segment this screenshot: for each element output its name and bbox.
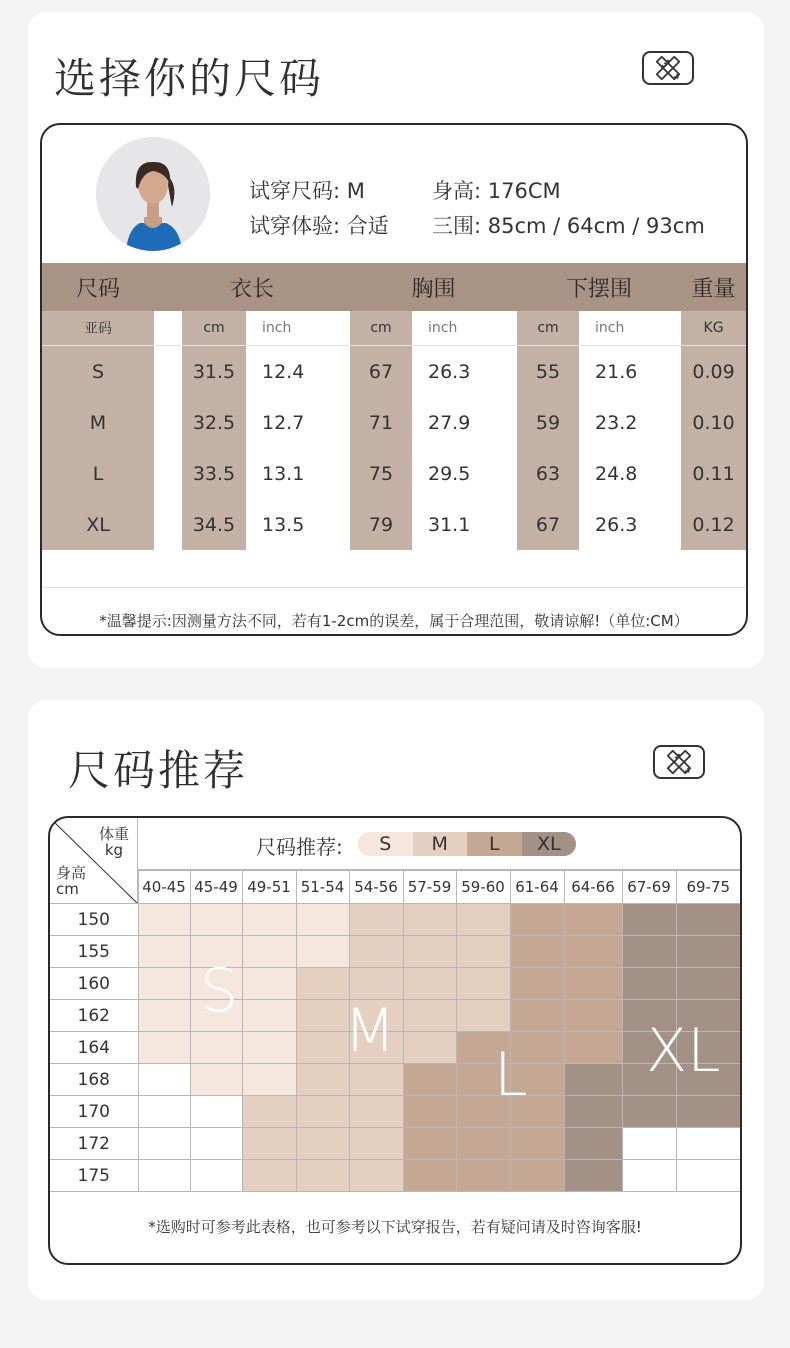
size-cell-xl bbox=[676, 936, 740, 968]
cell-size: XL bbox=[42, 499, 154, 550]
size-cell-empty bbox=[138, 1064, 190, 1096]
size-cell-m bbox=[349, 968, 403, 1000]
section-title: 尺码推荐 bbox=[68, 746, 249, 795]
cell-length-cm: 31.5 bbox=[182, 346, 246, 398]
size-cell-m bbox=[403, 968, 456, 1000]
table-header-row bbox=[42, 263, 746, 311]
size-cell-l bbox=[510, 936, 564, 968]
legend-row bbox=[138, 818, 742, 870]
spacer-cell bbox=[154, 499, 182, 550]
corner-weight-unit: kg bbox=[104, 841, 124, 859]
size-cell-xl bbox=[564, 1064, 622, 1096]
size-cell-m bbox=[403, 904, 456, 936]
height-row bbox=[50, 968, 740, 1000]
measurement-note-text: *温馨提示:因测量方法不同，若有1-2cm的误差，属于合理范围，敬请谅解!（单位:CM） bbox=[99, 612, 689, 630]
size-cell-l bbox=[403, 1096, 456, 1128]
size-cell-xl bbox=[564, 1160, 622, 1192]
cell-length-inch: 12.4 bbox=[246, 346, 350, 398]
weight-range-header: 59-60 bbox=[456, 871, 510, 904]
corner-height-label: 身高 bbox=[56, 864, 87, 882]
weight-range-header: 61-64 bbox=[510, 871, 564, 904]
model-avatar bbox=[96, 137, 210, 251]
page-title: 选择你的尺码 bbox=[54, 54, 325, 103]
size-cell-xl bbox=[622, 936, 676, 968]
cell-hem-cm: 55 bbox=[517, 346, 579, 398]
size-cell-s bbox=[138, 968, 190, 1000]
size-cell-l bbox=[564, 1032, 622, 1064]
size-cell-l bbox=[564, 904, 622, 936]
spacer-cell bbox=[154, 311, 182, 346]
weight-range-header: 54-56 bbox=[349, 871, 403, 904]
size-cell-l bbox=[456, 1128, 510, 1160]
cell-chest-cm: 75 bbox=[350, 448, 412, 499]
size-cell-s bbox=[138, 1000, 190, 1032]
size-cell-m bbox=[403, 1032, 456, 1064]
unit-cm: cm bbox=[350, 311, 412, 346]
size-legend bbox=[358, 832, 576, 856]
size-cell-m bbox=[242, 1160, 296, 1192]
weight-range-header: 49-51 bbox=[242, 871, 296, 904]
size-cell-s bbox=[242, 904, 296, 936]
height-row bbox=[50, 1128, 740, 1160]
cell-length-inch: 13.5 bbox=[246, 499, 350, 550]
unit-size: 亚码 bbox=[42, 311, 154, 346]
corner-weight-label: 体重 bbox=[98, 825, 129, 843]
size-cell-l bbox=[564, 968, 622, 1000]
size-cell-xl bbox=[676, 904, 740, 936]
legend-s: S bbox=[358, 832, 413, 856]
cell-length-cm: 33.5 bbox=[182, 448, 246, 499]
table-row bbox=[42, 448, 746, 499]
cell-hem-inch: 21.6 bbox=[579, 346, 681, 398]
zone-label-xl: XL bbox=[646, 1016, 721, 1086]
height-label: 170 bbox=[50, 1096, 138, 1128]
size-cell-s bbox=[138, 904, 190, 936]
zone-label-s: S bbox=[200, 956, 239, 1026]
table-row bbox=[42, 346, 746, 398]
table-row bbox=[42, 499, 746, 550]
weight-range-header: 45-49 bbox=[190, 871, 242, 904]
height-row bbox=[50, 1064, 740, 1096]
size-cell-xl bbox=[622, 1096, 676, 1128]
height-row bbox=[50, 936, 740, 968]
size-cell-m bbox=[242, 1096, 296, 1128]
height-label: 155 bbox=[50, 936, 138, 968]
corner-height-unit: cm bbox=[56, 880, 79, 898]
size-cell-empty bbox=[676, 1160, 740, 1192]
corner-spacer bbox=[50, 871, 138, 904]
unit-inch: inch bbox=[246, 311, 350, 346]
cell-weight: 0.09 bbox=[681, 346, 746, 398]
cell-size: L bbox=[42, 448, 154, 499]
cell-hem-cm: 63 bbox=[517, 448, 579, 499]
size-cell-m bbox=[403, 1000, 456, 1032]
weight-range-header: 57-59 bbox=[403, 871, 456, 904]
cell-chest-cm: 71 bbox=[350, 397, 412, 448]
unit-kg: KG bbox=[681, 311, 746, 346]
size-cell-s bbox=[138, 936, 190, 968]
cell-hem-inch: 26.3 bbox=[579, 499, 681, 550]
cell-size: M bbox=[42, 397, 154, 448]
size-cell-m bbox=[349, 1096, 403, 1128]
size-cell-m bbox=[296, 1160, 349, 1192]
ruler-pencil-icon bbox=[642, 51, 694, 85]
height-label: 162 bbox=[50, 1000, 138, 1032]
size-cell-m bbox=[456, 1000, 510, 1032]
cell-chest-inch: 31.1 bbox=[412, 499, 517, 550]
height-row bbox=[50, 904, 740, 936]
size-cell-empty bbox=[190, 1096, 242, 1128]
weight-range-header: 67-69 bbox=[622, 871, 676, 904]
recommendation-note: *选购时可参考此表格，也可参考以下试穿报告，若有疑问请及时咨询客服! bbox=[148, 1218, 642, 1236]
size-cell-l bbox=[510, 1160, 564, 1192]
size-cell-empty bbox=[138, 1128, 190, 1160]
size-cell-m bbox=[349, 904, 403, 936]
size-cell-m bbox=[349, 936, 403, 968]
size-cell-l bbox=[564, 1000, 622, 1032]
size-cell-l bbox=[510, 968, 564, 1000]
size-chart-card bbox=[28, 12, 764, 668]
size-cell-m bbox=[456, 904, 510, 936]
cell-length-inch: 12.7 bbox=[246, 397, 350, 448]
size-cell-empty bbox=[138, 1160, 190, 1192]
legend-title: 尺码推荐: bbox=[256, 835, 343, 859]
size-cell-empty bbox=[190, 1128, 242, 1160]
size-cell-empty bbox=[622, 1160, 676, 1192]
header-size: 尺码 bbox=[42, 263, 154, 311]
size-cell-m bbox=[403, 936, 456, 968]
spacer-cell bbox=[154, 448, 182, 499]
size-cell-xl bbox=[622, 904, 676, 936]
size-cell-empty bbox=[190, 1160, 242, 1192]
unit-cm: cm bbox=[517, 311, 579, 346]
size-cell-m bbox=[296, 1032, 349, 1064]
size-cell-l bbox=[510, 1128, 564, 1160]
cell-chest-inch: 26.3 bbox=[412, 346, 517, 398]
height-label: 168 bbox=[50, 1064, 138, 1096]
legend-m: M bbox=[413, 832, 468, 856]
model-height: 身高: 176CM bbox=[432, 179, 561, 203]
try-experience: 试穿体验: 合适 bbox=[249, 214, 389, 238]
spacer-cell bbox=[154, 397, 182, 448]
measurement-note bbox=[42, 587, 746, 631]
cell-chest-cm: 67 bbox=[350, 346, 412, 398]
size-cell-m bbox=[349, 1064, 403, 1096]
size-cell-m bbox=[296, 968, 349, 1000]
cell-length-cm: 32.5 bbox=[182, 397, 246, 448]
size-cell-s bbox=[242, 1032, 296, 1064]
cell-length-cm: 34.5 bbox=[182, 499, 246, 550]
size-cell-m bbox=[349, 1128, 403, 1160]
cell-size: S bbox=[42, 346, 154, 398]
cell-chest-inch: 29.5 bbox=[412, 448, 517, 499]
size-cell-s bbox=[138, 1032, 190, 1064]
size-cell-s bbox=[242, 936, 296, 968]
height-row bbox=[50, 1160, 740, 1192]
cell-weight: 0.11 bbox=[681, 448, 746, 499]
height-label: 160 bbox=[50, 968, 138, 1000]
size-cell-xl bbox=[564, 1128, 622, 1160]
cell-chest-inch: 27.9 bbox=[412, 397, 517, 448]
weight-range-header: 51-54 bbox=[296, 871, 349, 904]
unit-inch: inch bbox=[579, 311, 681, 346]
zone-label-l: L bbox=[494, 1040, 528, 1110]
size-cell-xl bbox=[676, 1096, 740, 1128]
size-cell-empty bbox=[676, 1128, 740, 1160]
corner-weight bbox=[99, 826, 129, 858]
size-cell-xl bbox=[564, 1096, 622, 1128]
size-cell-l bbox=[403, 1160, 456, 1192]
size-table bbox=[42, 263, 746, 550]
cell-hem-cm: 59 bbox=[517, 397, 579, 448]
height-label: 172 bbox=[50, 1128, 138, 1160]
size-table-panel bbox=[40, 123, 748, 636]
header-chest: 胸围 bbox=[350, 263, 517, 311]
cell-chest-cm: 79 bbox=[350, 499, 412, 550]
size-cell-l bbox=[510, 1000, 564, 1032]
cell-hem-inch: 23.2 bbox=[579, 397, 681, 448]
unit-cm: cm bbox=[182, 311, 246, 346]
size-cell-xl bbox=[622, 968, 676, 1000]
size-cell-m bbox=[296, 1000, 349, 1032]
size-cell-m bbox=[349, 1160, 403, 1192]
header-hem: 下摆围 bbox=[517, 263, 681, 311]
cell-length-inch: 13.1 bbox=[246, 448, 350, 499]
size-cell-l bbox=[564, 936, 622, 968]
size-cell-l bbox=[403, 1064, 456, 1096]
size-cell-m bbox=[456, 968, 510, 1000]
size-cell-m bbox=[296, 1064, 349, 1096]
size-cell-m bbox=[456, 936, 510, 968]
size-cell-s bbox=[190, 1064, 242, 1096]
height-label: 175 bbox=[50, 1160, 138, 1192]
height-row bbox=[50, 1096, 740, 1128]
height-label: 150 bbox=[50, 904, 138, 936]
weight-range-header: 64-66 bbox=[564, 871, 622, 904]
weight-range-header: 69-75 bbox=[676, 871, 740, 904]
cell-weight: 0.10 bbox=[681, 397, 746, 448]
cell-hem-cm: 67 bbox=[517, 499, 579, 550]
size-recommendation-card bbox=[28, 700, 764, 1300]
legend-xl: XL bbox=[522, 832, 577, 856]
size-cell-s bbox=[242, 1064, 296, 1096]
size-cell-m bbox=[296, 1096, 349, 1128]
height-label: 164 bbox=[50, 1032, 138, 1064]
weight-range-header: 40-45 bbox=[138, 871, 190, 904]
recommendation-panel bbox=[48, 816, 742, 1265]
size-cell-s bbox=[296, 936, 349, 968]
size-cell-s bbox=[190, 904, 242, 936]
weight-header-row bbox=[50, 871, 740, 904]
size-cell-xl bbox=[676, 968, 740, 1000]
spacer-cell bbox=[154, 346, 182, 398]
header-weight: 重量 bbox=[681, 263, 746, 311]
header-length: 衣长 bbox=[154, 263, 350, 311]
table-unit-row bbox=[42, 311, 746, 346]
ruler-pencil-icon bbox=[653, 745, 705, 779]
unit-inch: inch bbox=[412, 311, 517, 346]
size-cell-m bbox=[242, 1128, 296, 1160]
table-row bbox=[42, 397, 746, 448]
size-cell-s bbox=[242, 968, 296, 1000]
size-cell-empty bbox=[138, 1096, 190, 1128]
try-size: 试穿尺码: M bbox=[249, 179, 365, 203]
model-measurements: 三围: 85cm / 64cm / 93cm bbox=[432, 214, 705, 238]
size-cell-s bbox=[242, 1000, 296, 1032]
size-cell-m bbox=[296, 1128, 349, 1160]
cell-weight: 0.12 bbox=[681, 499, 746, 550]
size-cell-s bbox=[296, 904, 349, 936]
size-cell-l bbox=[456, 1160, 510, 1192]
zone-label-m: M bbox=[344, 996, 396, 1066]
cell-hem-inch: 24.8 bbox=[579, 448, 681, 499]
size-cell-l bbox=[403, 1128, 456, 1160]
size-cell-l bbox=[510, 904, 564, 936]
size-cell-s bbox=[190, 1032, 242, 1064]
legend-l: L bbox=[467, 832, 522, 856]
size-cell-empty bbox=[622, 1128, 676, 1160]
